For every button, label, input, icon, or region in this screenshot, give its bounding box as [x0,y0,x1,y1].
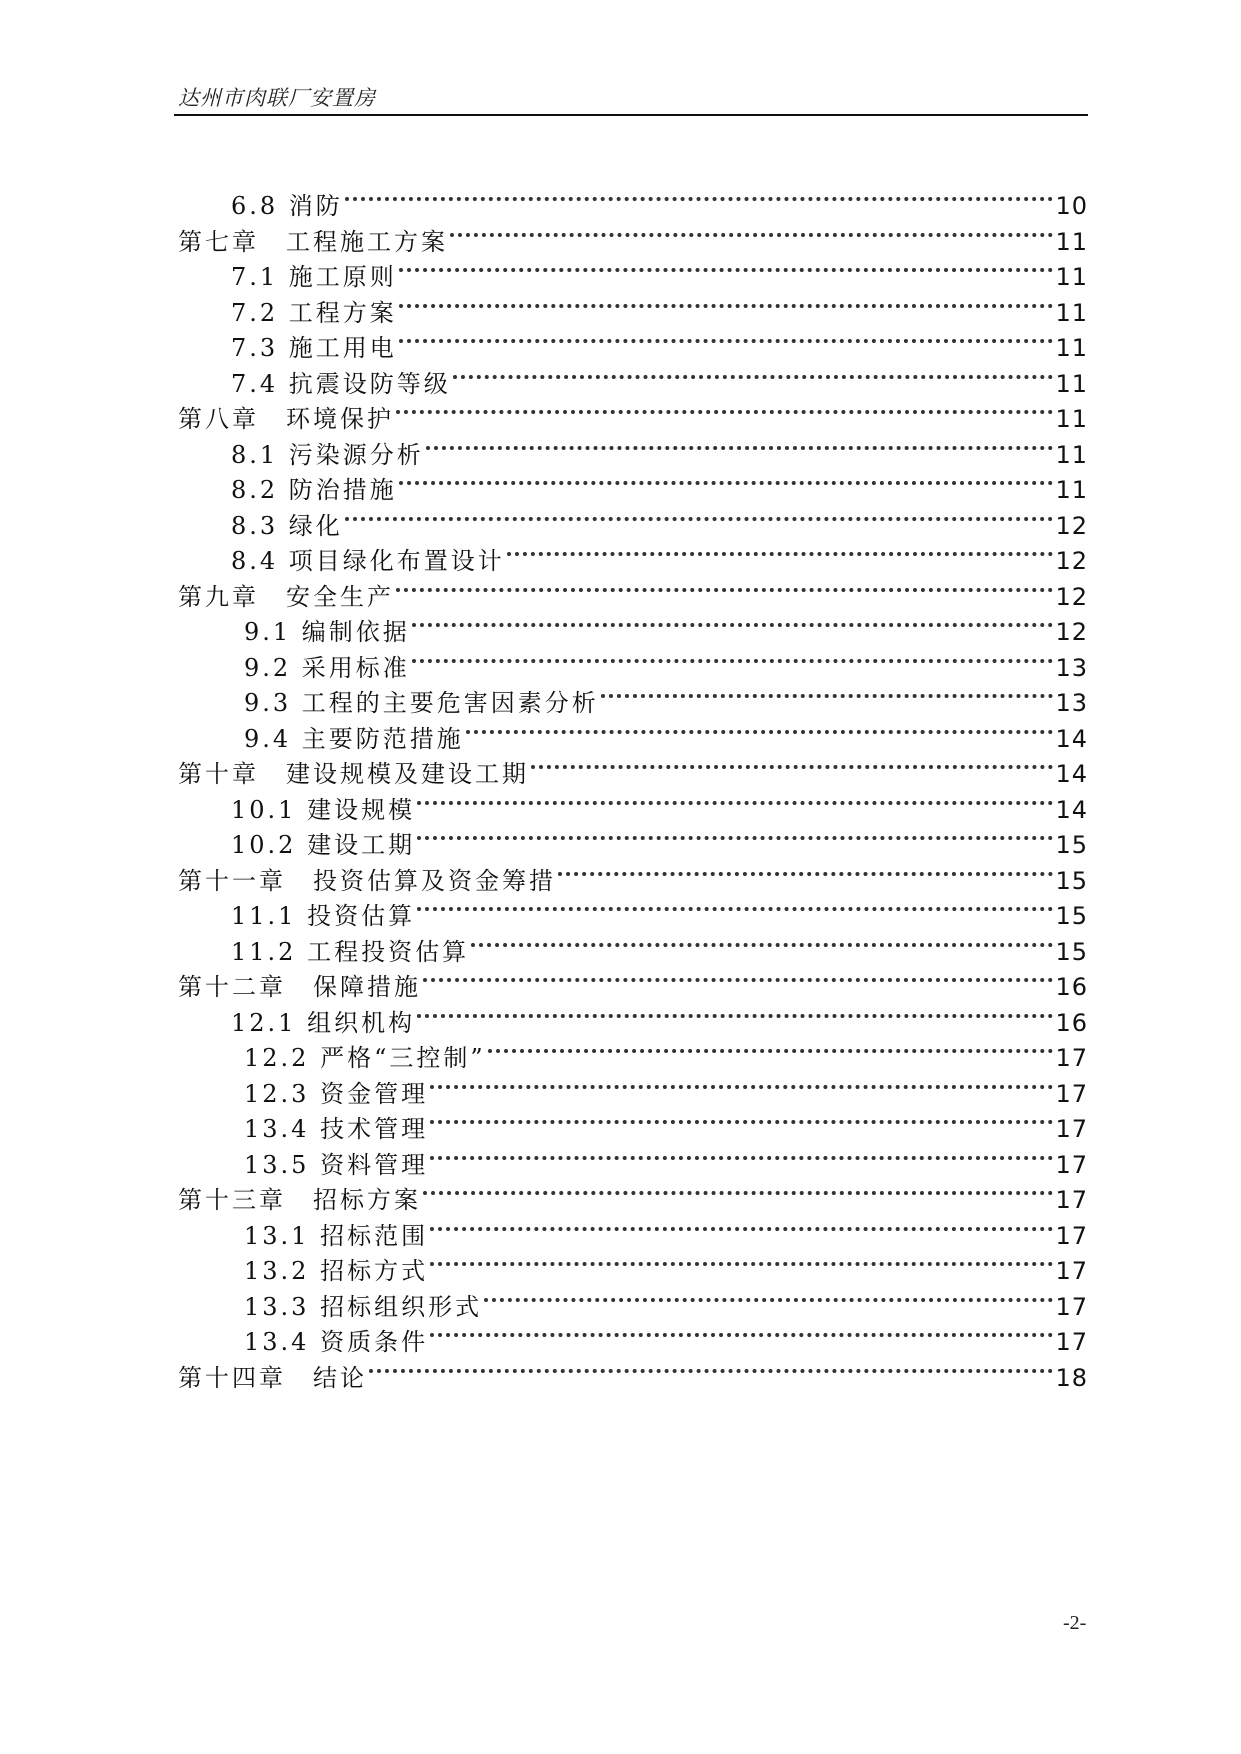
toc-dot-leader [507,552,1054,556]
toc-row[interactable] [0,648,1241,688]
toc-row[interactable] [0,612,1241,652]
toc-entry [178,1180,1088,1220]
toc-entry [231,435,1088,475]
toc-dot-leader [399,268,1054,272]
toc-row[interactable] [0,1003,1241,1043]
toc-page-number: 11 [1055,227,1088,256]
toc-row[interactable] [0,399,1241,439]
toc-entry [178,861,1088,901]
toc-entry [244,1251,1088,1291]
toc-label: 13.4 资质条件 [244,1328,429,1356]
toc-dot-leader [396,410,1053,414]
toc-entry [231,293,1088,333]
toc-dot-leader [430,1227,1053,1231]
toc-label: 8.3 绿化 [231,511,343,540]
toc-page-number: 12 [1055,582,1088,611]
toc-entry [178,1358,1088,1398]
toc-entry [231,186,1088,226]
toc-label: 7.3 施工用电 [231,334,397,362]
toc-entry [231,328,1088,368]
toc-page-number: 17 [1055,1150,1088,1179]
toc-page-number: 11 [1055,334,1088,362]
toc-page-number: 17 [1055,1115,1088,1143]
toc-row[interactable] [0,896,1241,936]
toc-entry [231,896,1088,936]
toc-page-number: 14 [1055,724,1088,753]
toc-row[interactable] [0,754,1241,794]
toc-dot-leader [430,1085,1053,1089]
toc-row[interactable] [0,1145,1241,1185]
toc-entry [231,257,1088,297]
toc-entry [178,399,1088,439]
toc-page-number: 15 [1055,902,1088,930]
toc-row[interactable] [0,1074,1241,1114]
toc-dot-leader [423,1191,1053,1195]
toc-label: 7.1 施工原则 [231,263,397,291]
toc-row[interactable] [0,541,1241,581]
toc-entry [244,1109,1088,1149]
toc-row[interactable] [0,861,1241,901]
toc-entry [231,932,1088,972]
toc-row[interactable] [0,293,1241,333]
toc-row[interactable] [0,186,1241,226]
toc-dot-leader [345,197,1054,201]
toc-row[interactable] [0,1358,1241,1398]
toc-row[interactable] [0,683,1241,723]
toc-label: 7.2 工程方案 [231,298,397,327]
toc-page-number: 16 [1055,973,1088,1001]
toc-row[interactable] [0,825,1241,865]
header-rule [174,114,1088,116]
toc-dot-leader [369,1369,1053,1373]
toc-row[interactable] [0,1038,1241,1078]
toc-dot-leader [450,233,1053,237]
toc-page-number: 11 [1055,263,1088,291]
toc-dot-leader [423,978,1053,982]
toc-label: 第十四章 结论 [178,1363,367,1392]
toc-page-number: 16 [1055,1008,1088,1037]
toc-row[interactable] [0,1322,1241,1362]
toc-page-number: 17 [1055,1292,1088,1321]
toc-label: 9.2 采用标准 [244,653,410,682]
toc-dot-leader [558,872,1053,876]
toc-page-number: 13 [1055,653,1088,682]
toc-dot-leader [345,517,1054,521]
toc-page-number: 17 [1055,1328,1088,1356]
toc-entry [231,506,1088,546]
toc-row[interactable] [0,719,1241,759]
toc-label: 8.2 防治措施 [231,476,397,504]
toc-row[interactable] [0,790,1241,830]
toc-dot-leader [430,1333,1053,1337]
toc-dot-leader [488,1049,1054,1053]
toc-row[interactable] [0,967,1241,1007]
toc-row[interactable] [0,364,1241,404]
toc-label: 12.1 组织机构 [231,1008,416,1037]
toc-label: 第九章 安全生产 [178,582,394,611]
toc-row[interactable] [0,257,1241,297]
toc-label: 13.5 资料管理 [244,1150,429,1179]
toc-label: 13.1 招标范围 [244,1221,429,1250]
toc-entry [244,719,1088,759]
toc-label: 7.4 抗震设防等级 [231,369,451,398]
toc-label: 第十章 建设规模及建设工期 [178,760,529,788]
toc-dot-leader [399,304,1054,308]
toc-page-number: 12 [1055,511,1088,540]
toc-page-number: 18 [1055,1363,1088,1392]
toc-entry [244,1216,1088,1256]
toc-row[interactable] [0,470,1241,510]
toc-row[interactable] [0,1287,1241,1327]
toc-dot-leader [484,1298,1053,1302]
toc-label: 6.8 消防 [231,192,343,220]
running-header-title: 达州市肉联厂安置房 [178,86,376,110]
page-number: -2- [1063,1612,1087,1634]
toc-entry [244,648,1088,688]
toc-row[interactable] [0,506,1241,546]
toc-page-number: 13 [1055,689,1088,717]
toc-dot-leader [417,801,1053,805]
toc-label: 10.1 建设规模 [231,795,416,824]
toc-page-number: 15 [1055,831,1088,859]
toc-page-number: 14 [1055,760,1088,788]
toc-entry [178,967,1088,1007]
toc-page-number: 17 [1055,1221,1088,1250]
toc-entry [244,1038,1088,1078]
toc-dot-leader [531,765,1053,769]
toc-page-number: 11 [1055,476,1088,504]
toc-entry [231,790,1088,830]
toc-label: 10.2 建设工期 [231,831,416,859]
toc-page-number: 11 [1055,298,1088,327]
toc-dot-leader [399,339,1054,343]
toc-row[interactable] [0,435,1241,475]
toc-page-number: 12 [1055,618,1088,646]
toc-label: 11.1 投资估算 [231,902,416,930]
toc-entry [231,541,1088,581]
toc-dot-leader [396,588,1053,592]
toc-entry [178,577,1088,617]
toc-dot-leader [417,1014,1053,1018]
toc-row[interactable] [0,1251,1241,1291]
toc-label: 8.4 项目绿化布置设计 [231,547,505,575]
toc-dot-leader [430,1262,1053,1266]
toc-page-number: 12 [1055,547,1088,575]
toc-label: 第八章 环境保护 [178,405,394,433]
toc-label: 9.1 编制依据 [244,618,410,646]
toc-row[interactable] [0,1109,1241,1149]
toc-entry [244,683,1088,723]
toc-entry [244,1322,1088,1362]
toc-label: 9.3 工程的主要危害因素分析 [244,689,599,717]
toc-label: 第七章 工程施工方案 [178,227,448,256]
toc-page-number: 10 [1055,192,1088,220]
toc-entry [178,754,1088,794]
toc-entry [244,1287,1088,1327]
toc-dot-leader [412,623,1054,627]
toc-page-number: 17 [1055,1044,1088,1072]
toc-entry [244,1145,1088,1185]
toc-page-number: 17 [1055,1186,1088,1214]
toc-row[interactable] [0,328,1241,368]
toc-label: 8.1 污染源分析 [231,440,424,469]
toc-page-number: 14 [1055,795,1088,824]
toc-label: 第十三章 招标方案 [178,1186,421,1214]
toc-page-number: 11 [1055,369,1088,398]
toc-entry [178,222,1088,262]
toc-label: 12.3 资金管理 [244,1079,429,1108]
toc-dot-leader [417,907,1053,911]
toc-label: 第十一章 投资估算及资金筹措 [178,866,556,895]
toc-label: 13.4 技术管理 [244,1115,429,1143]
toc-page-number: 11 [1055,440,1088,469]
toc-dot-leader [399,481,1054,485]
toc-label: 13.2 招标方式 [244,1257,429,1285]
toc-dot-leader [412,659,1054,663]
toc-label: 11.2 工程投资估算 [231,937,470,966]
toc-dot-leader [453,375,1054,379]
toc-row[interactable] [0,222,1241,262]
toc-page-number: 17 [1055,1079,1088,1108]
toc-entry [231,470,1088,510]
toc-label: 13.3 招标组织形式 [244,1292,483,1321]
toc-row[interactable] [0,1216,1241,1256]
toc-page-number: 17 [1055,1257,1088,1285]
toc-entry [244,1074,1088,1114]
toc-row[interactable] [0,932,1241,972]
toc-dot-leader [471,943,1053,947]
toc-label: 9.4 主要防范措施 [244,724,464,753]
toc-dot-leader [426,446,1054,450]
toc-page-number: 15 [1055,937,1088,966]
toc-row[interactable] [0,577,1241,617]
toc-label: 第十二章 保障措施 [178,973,421,1001]
toc-page-number: 15 [1055,866,1088,895]
toc-label: 12.2 严格“三控制” [244,1044,486,1072]
toc-dot-leader [466,730,1054,734]
toc-entry [231,1003,1088,1043]
toc-entry [231,364,1088,404]
toc-page-number: 11 [1055,405,1088,433]
toc-row[interactable] [0,1180,1241,1220]
toc-entry [231,825,1088,865]
toc-dot-leader [430,1156,1053,1160]
toc-entry [244,612,1088,652]
toc-dot-leader [601,694,1054,698]
toc-dot-leader [430,1120,1053,1124]
toc-dot-leader [417,836,1053,840]
